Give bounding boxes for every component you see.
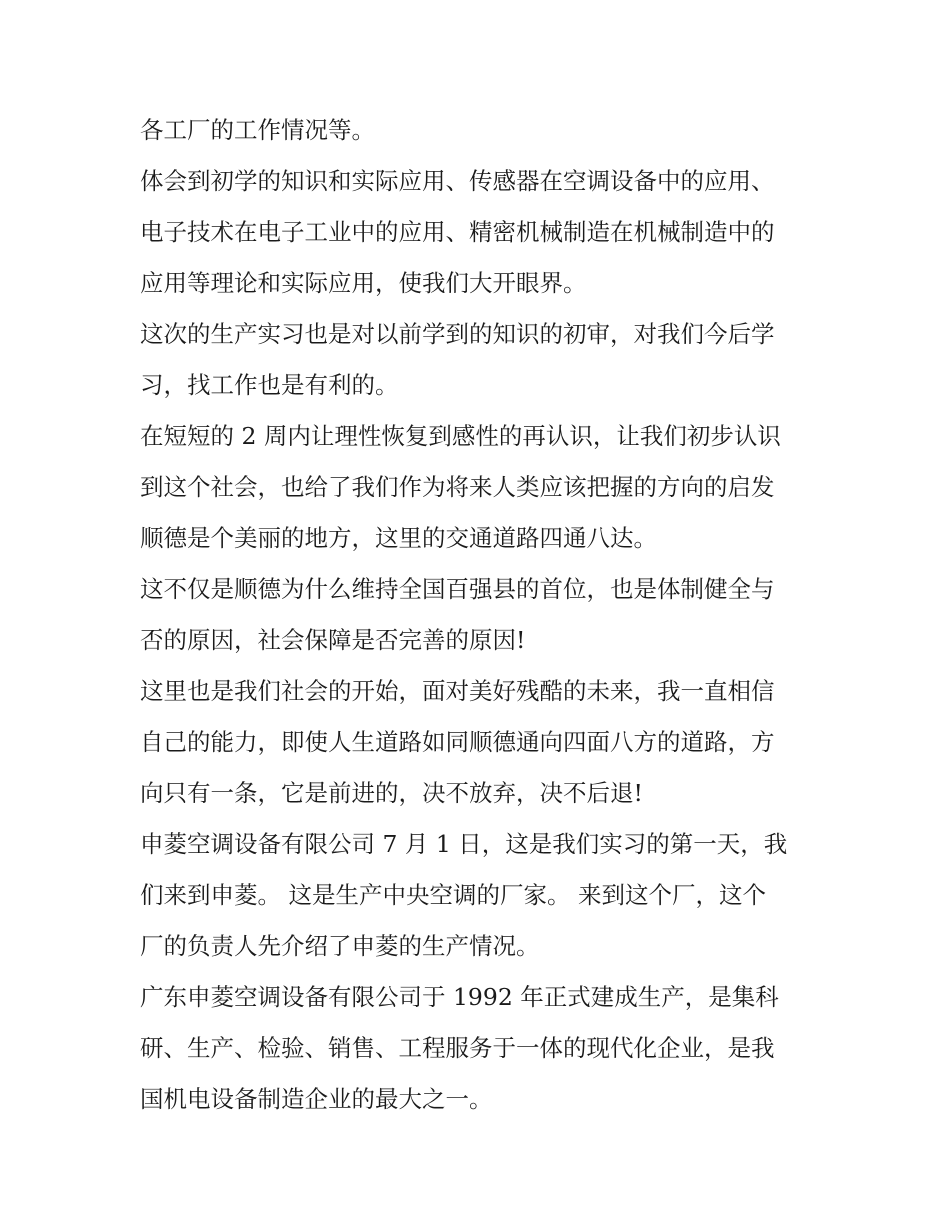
text-line: 应用等理论和实际应用，使我们大开眼界。 (140, 269, 587, 297)
text-line: 广东申菱空调设备有限公司于 1992 年正式建成生产，是集科 (140, 983, 779, 1011)
text-line: 这里也是我们社会的开始，面对美好残酷的未来，我一直相信 (140, 677, 775, 705)
text-line: 在短短的 2 周内让理性恢复到感性的再认识，让我们初步认识 (140, 422, 781, 450)
text-line: 各工厂的工作情况等。 (140, 116, 375, 144)
text-line: 们来到申菱。 这是生产中央空调的厂家。 来到这个厂，这个 (140, 881, 766, 909)
text-line: 顺德是个美丽的地方，这里的交通道路四通八达。 (140, 524, 657, 552)
text-line: 否的原因，社会保障是否完善的原因! (140, 626, 526, 654)
text-line: 电子技术在电子工业中的应用、精密机械制造在机械制造中的 (140, 218, 775, 246)
body-text (140, 105, 820, 1125)
text-line: 习，找工作也是有利的。 (140, 371, 399, 399)
text-line: 自己的能力，即使人生道路如同顺德通向四面八方的道路，方 (140, 728, 775, 756)
text-line: 体会到初学的知识和实际应用、传感器在空调设备中的应用、 (140, 167, 775, 195)
text-line: 申菱空调设备有限公司 7 月 1 日，这是我们实习的第一天，我 (140, 830, 788, 858)
text-line: 研、生产、检验、销售、工程服务于一体的现代化企业，是我 (140, 1034, 775, 1062)
text-line: 国机电设备制造企业的最大之一。 (140, 1085, 493, 1113)
text-line: 到这个社会，也给了我们作为将来人类应该把握的方向的启发 (140, 473, 775, 501)
text-line: 向只有一条，它是前进的，决不放弃，决不后退! (140, 779, 643, 807)
text-line: 这不仅是顺德为什么维持全国百强县的首位，也是体制健全与 (140, 575, 775, 603)
text-line: 这次的生产实习也是对以前学到的知识的初审，对我们今后学 (140, 320, 775, 348)
text-line: 厂的负责人先介绍了申菱的生产情况。 (140, 932, 540, 960)
